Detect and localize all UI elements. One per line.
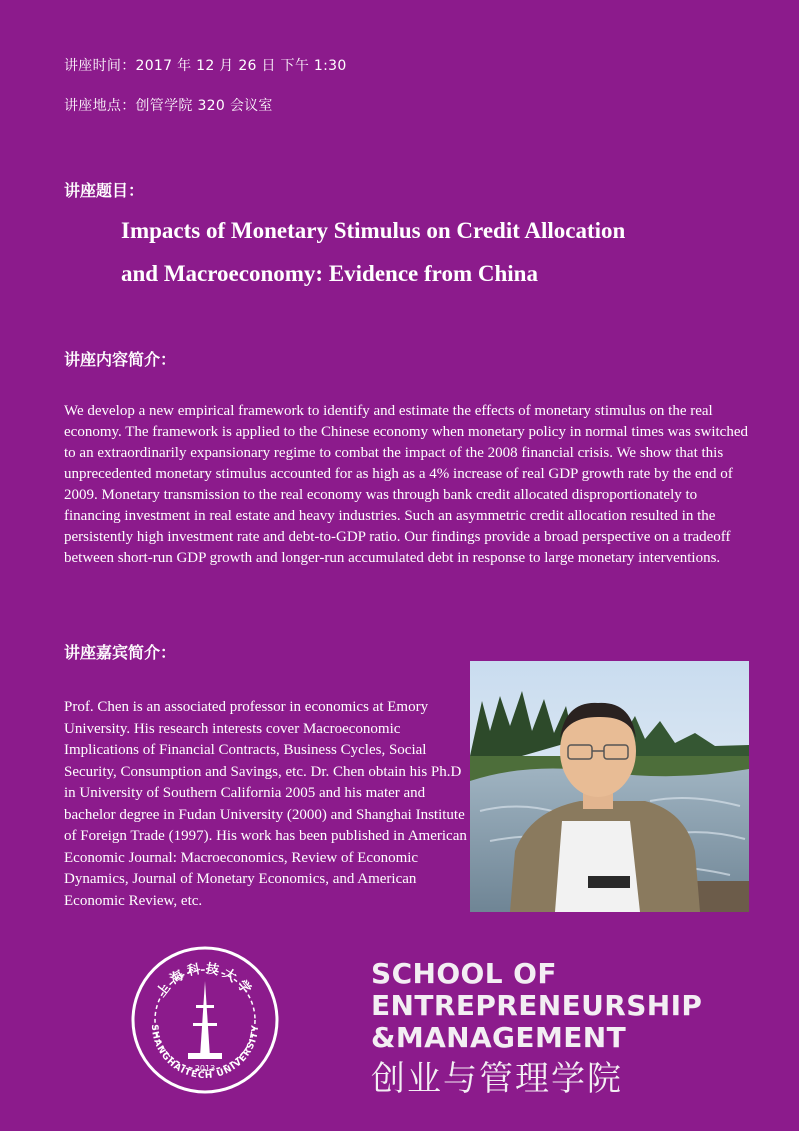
lecture-location: 讲座地点：创管学院 320 会议室 (64, 98, 273, 114)
abstract-text: We develop a new empirical framework to identify and estimate the effects of monetary stimulus on the real economy. The framework is applied to the Chinese economy when monetary policy in normal times was switched to an extraordinarily expansionary regime to combat the impact of the 2008 financial crisis. We show that this unprecedented monetary stimulus accounted for as high as a 4% increase of real GDP growth rate by the end of 2009. Monetary transmission to the real economy was through bank credit allocated disproportionately to financing investment in real estate and heavy industries. Such an asymmetric credit allocation resulted in the persistently high investment rate and debt-to-GDP ratio. Our findings provide a broad perspective on a tradeoff between short-run GDP growth and longer-run accumulated debt in response to large monetary interventions. (64, 403, 748, 566)
speaker-bio: Prof. Chen is an associated professor in economics at Emory University. His research interests cover Macroeconomic Implications of Financial Contracts, Business Cycles, Social Security, Consumption and Savings, etc. Dr. Chen obtain his Ph.D in University of Southern California 2005 and his mater and bachelor degree in Fudan University (2000) and Shanghai Institute of Foreign Trade (1997). His work has been published in American Economic Journal: Macroeconomics, Review of Economic Dynamics, Journal of Monetary Economics, and American Economic Review, etc. (64, 699, 467, 909)
lecture-title-line2: and Macroeconomy: Evidence from China (121, 261, 538, 286)
svg-text:2013: 2013 (194, 1064, 216, 1073)
speaker-heading: 讲座嘉宾简介： (64, 643, 177, 662)
school-name-line1: SCHOOL OF (371, 957, 557, 990)
lecture-time: 讲座时间：2017 年 12 月 26 日 下午 1:30 (64, 58, 347, 74)
svg-text:上海科技大学: 上海科技大学 (154, 961, 256, 1001)
school-name-line2: ENTREPRENEURSHIP (371, 989, 703, 1022)
school-name-line3: &MANAGEMENT (371, 1021, 627, 1054)
lecture-title-line1: Impacts of Monetary Stimulus on Credit Allocation (121, 218, 626, 243)
speaker-photo (470, 661, 749, 912)
school-name-chinese: 创业与管理学院 (371, 1059, 623, 1099)
topic-heading: 讲座题目： (64, 181, 145, 200)
shanghaitech-seal-logo (130, 945, 280, 1095)
abstract-heading: 讲座内容简介： (64, 350, 177, 369)
svg-text:SHANGHAITECH UNIVERSITY: SHANGHAITECH UNIVERSITY (148, 1024, 262, 1082)
